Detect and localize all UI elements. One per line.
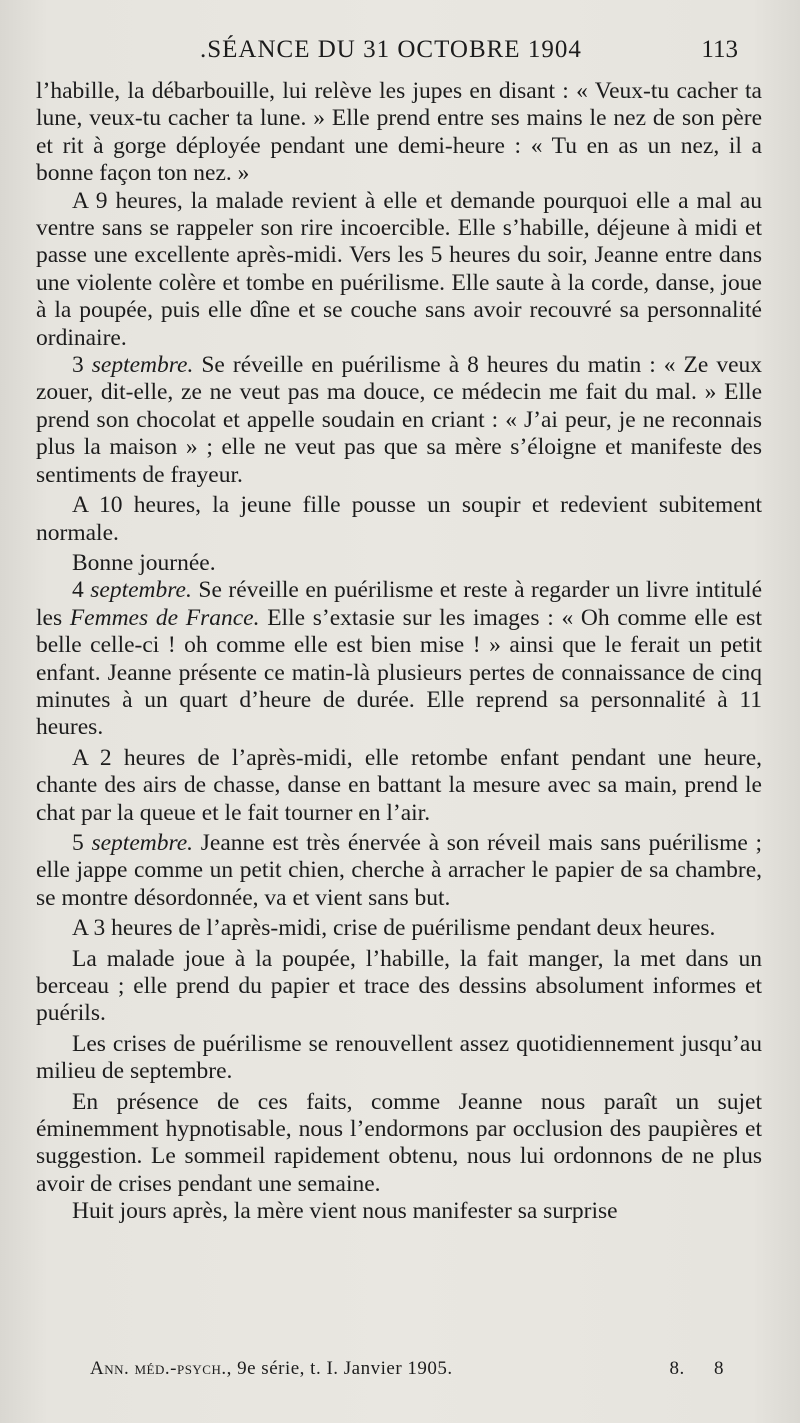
- text-run: 3: [72, 352, 92, 379]
- text-run: Bonne journée.: [72, 549, 216, 576]
- paragraph: [36, 1198, 762, 1225]
- page-number: 113: [701, 36, 738, 63]
- paragraph: [36, 492, 762, 547]
- paragraph: [36, 946, 762, 1028]
- title-date: 31: [363, 36, 391, 63]
- text-run: A 2 heures de l’après-midi, elle retombe enfant pendant une heure, chante des airs de chasse, danse en battant la mesure avec sa main, prend le chat par la queue et le fait tourner en l’air.: [36, 744, 762, 826]
- journal-name: Ann. méd.-psych.,: [90, 1358, 232, 1379]
- paragraph: [36, 577, 762, 741]
- printer-signature: 8. 8: [669, 1358, 724, 1379]
- italic-text: septembre.: [91, 829, 194, 856]
- running-title: [200, 36, 582, 64]
- text-run: A 10 heures, la jeune fille pousse un soupir et redevient subitement normale.: [36, 492, 762, 546]
- paragraph: [36, 550, 762, 577]
- paragraph: [36, 78, 762, 188]
- text-run: Jeanne est très énervée à son réveil mais sans puérilisme ; elle jappe comme un petit chien, cherche à arracher le papier de sa chambre, se montre désordonnée, va et vient sans but.: [36, 829, 763, 911]
- title-year: 1904: [527, 36, 582, 63]
- title-month: OCTOBRE: [397, 36, 521, 63]
- paragraph: [36, 745, 762, 827]
- text-run: Les crises de puérilisme se renouvellent assez quotidiennement jusqu’au milieu de septembre.: [36, 1030, 762, 1085]
- text-run: Elle s’extasie sur les images : « Oh comme elle est belle celle-ci ! oh comme elle est bien mise ! » ainsi que le ferait un petit enfant. Jeanne présente ce matin-là plusieurs pertes de connaissance de cinq minutes à un quart d’heure de durée. Elle reprend sa personnalité à 11 heures.: [36, 604, 762, 741]
- running-header: [200, 36, 738, 70]
- text-run: l’habille, la débarbouille, lui relève les jupes en disant : « Veux-tu cacher ta lune, veux-tu cacher ta lune. » Elle prend entre ses mains le nez de son père et rit à gorge déployée pendant une demi-heure : « Tu en as un nez, il a bonne façon ton nez. »: [36, 78, 762, 187]
- italic-text: septembre.: [91, 352, 194, 379]
- paragraph: [36, 915, 762, 942]
- paragraph: [36, 1089, 762, 1199]
- italic-text: septembre.: [90, 577, 192, 604]
- paragraph: [36, 188, 762, 352]
- text-run: Se réveille en puérilisme à 8 heures du matin : « Ze veux zouer, dit-elle, ze ne veut pas ma douce, ce médecin me fait du mal. » Elle prend son chocolat et appelle soudain en criant : « J’ai peur, je ne reconnais plus la maison » ; elle ne veut pas que sa mère s’éloigne et manifeste des sentiments de frayeur.: [36, 352, 763, 488]
- paragraph: [36, 352, 762, 489]
- text-run: Huit jours après, la mère vient nous manifester sa surprise: [72, 1198, 618, 1225]
- text-run: La malade joue à la poupée, l’habille, la fait manger, la met dans un berceau ; elle prend du papier et trace des dessins absolument informes et puérils.: [36, 945, 762, 1027]
- body-text: [36, 78, 762, 1226]
- text-run: A 3 heures de l’après-midi, crise de puérilisme pendant deux heures.: [72, 915, 716, 942]
- text-run: Se réveille en puérilisme et reste à regarder un livre intitulé les: [36, 577, 762, 631]
- paragraph: [36, 1031, 762, 1086]
- text-run: 4: [72, 577, 91, 604]
- text-run: A 9 heures, la malade revient à elle et demande pourquoi elle a mal au ventre sans se rappeler son rire incoercible. Elle s’habille, déjeune à midi et passe une excellente après-midi. Vers les 5 heures du soir, Jeanne entre dans une violente colère et tombe en puérilisme. Elle saute à la corde, danse, joue à la poupée, puis elle dîne et se couche sans avoir recouvré sa personnalité ordinaire.: [36, 187, 762, 351]
- text-run: En présence de ces faits, comme Jeanne nous paraît un sujet éminemment hypnotisable, nous l’endormons par occlusion des paupières et suggestion. Le sommeil rapidement obtenu, nous lui ordonnons de ne plus avoir de crises pendant une semaine.: [36, 1088, 762, 1197]
- page-footer: [90, 1358, 724, 1388]
- journal-reference: [90, 1358, 453, 1380]
- italic-text: Femmes de France.: [69, 604, 260, 631]
- paragraph: [36, 830, 762, 912]
- text-run: 5: [72, 829, 92, 856]
- title-prefix: .SÉANCE DU: [200, 36, 356, 63]
- journal-details: 9e série, t. I. Janvier 1905.: [231, 1358, 453, 1379]
